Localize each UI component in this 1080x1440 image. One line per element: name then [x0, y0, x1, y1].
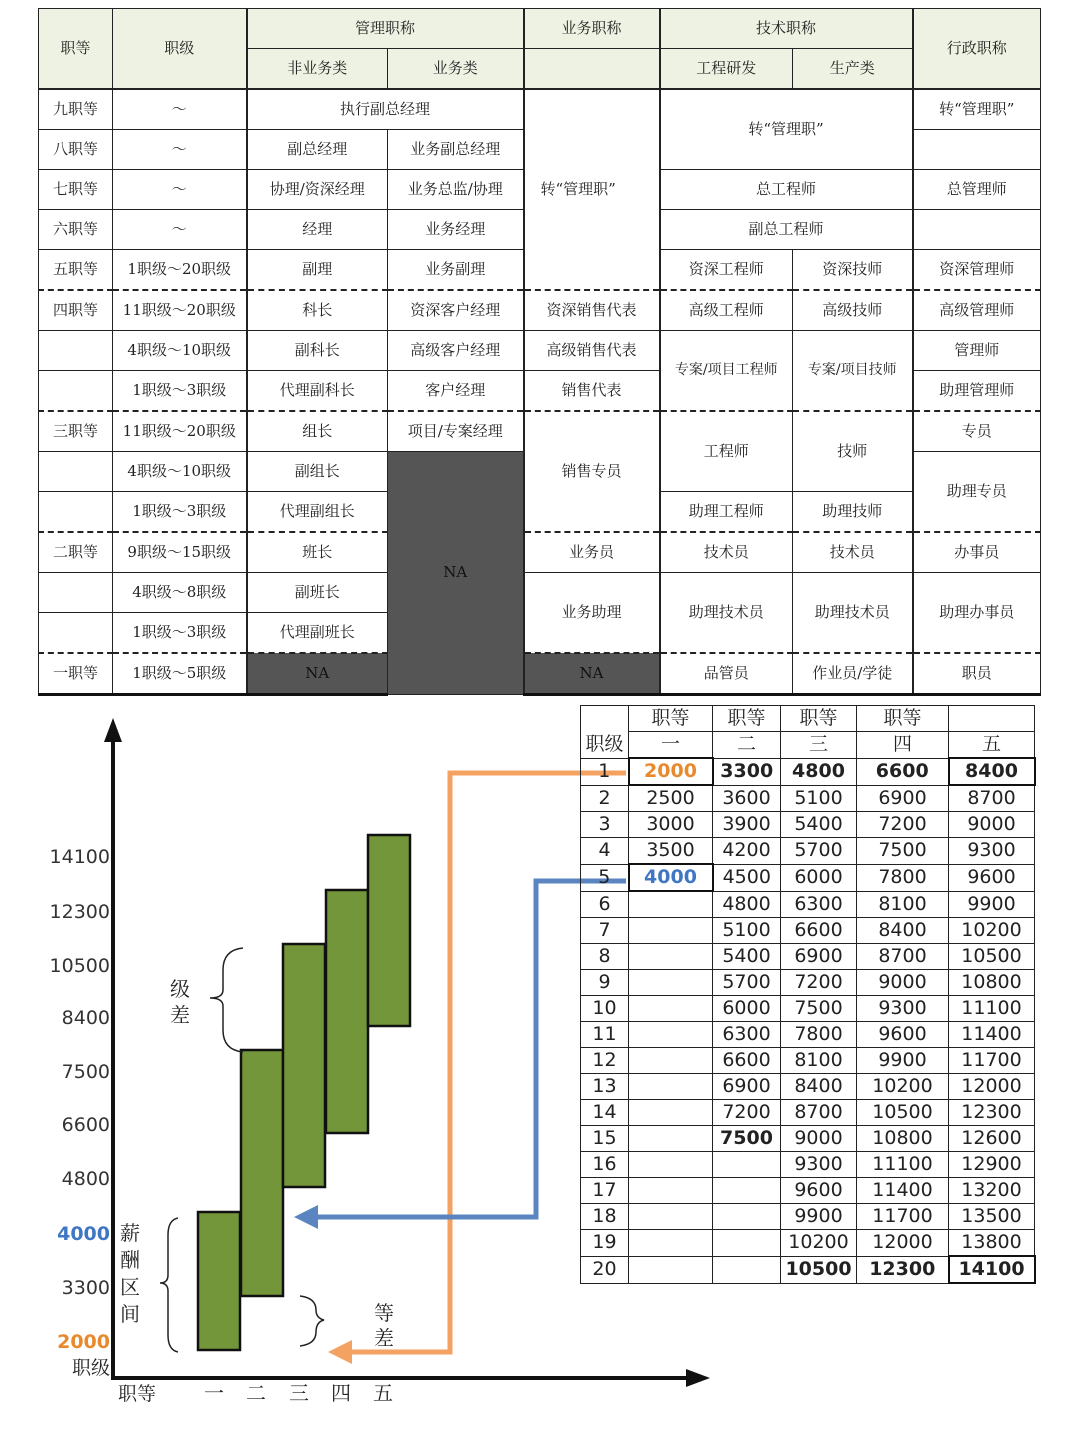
- grade-cell: 八职等: [39, 130, 113, 170]
- x-category-label: 一: [204, 1381, 224, 1405]
- grade-label: 一: [629, 732, 713, 759]
- salary-value-cell: 6300: [713, 1022, 781, 1048]
- salary-value-cell: 3000: [629, 812, 713, 838]
- salary-value-cell: 11100: [857, 1152, 949, 1178]
- salary-row: [581, 758, 1035, 785]
- grade-diff-label: 等: [374, 1301, 394, 1325]
- salary-value-cell: 10500: [857, 1100, 949, 1126]
- salary-value-cell: 9300: [949, 838, 1035, 865]
- salary-row: [581, 1100, 1035, 1126]
- level-cell: 1职级～3职级: [113, 492, 247, 533]
- title-cell: 项目/专案经理: [388, 411, 524, 452]
- title-cell: 助理技术员: [793, 573, 913, 654]
- salary-value-cell: 9600: [857, 1022, 949, 1048]
- title-cell: 助理专员: [913, 452, 1041, 533]
- salary-value-cell: 6900: [781, 944, 857, 970]
- salary-value-cell: 9000: [857, 970, 949, 996]
- title-cell: 班长: [247, 532, 388, 573]
- na-cell: NA: [524, 653, 660, 695]
- level-cell: 4职级～8职级: [113, 573, 247, 613]
- salary-value-cell: 4800: [713, 891, 781, 918]
- salary-level-cell: 19: [581, 1230, 629, 1257]
- salary-range-label: 薪: [120, 1221, 140, 1245]
- salary-level-cell: 20: [581, 1256, 629, 1283]
- salary-value-cell: [629, 1022, 713, 1048]
- salary-value-cell: 10500: [781, 1256, 857, 1283]
- title-cell: 总管理师: [913, 170, 1041, 210]
- salary-row: [581, 1152, 1035, 1178]
- job-rank-table: [38, 8, 1041, 696]
- title-cell: 转“管理职”: [660, 89, 913, 170]
- salary-value-cell: 5700: [713, 970, 781, 996]
- salary-value-cell: 6000: [713, 996, 781, 1022]
- title-cell: 专员: [913, 411, 1041, 452]
- grade-diff-brace: [300, 1296, 324, 1346]
- grade-label: 四: [857, 732, 949, 759]
- salary-value-cell: 13500: [949, 1204, 1035, 1230]
- title-cell: 资深工程师: [660, 250, 793, 291]
- y-tick-label: 8400: [61, 1007, 110, 1029]
- salary-value-cell: 6300: [781, 891, 857, 918]
- salary-range-bar: [368, 835, 410, 1026]
- grade-cell: 九职等: [39, 89, 113, 130]
- salary-level-cell: 5: [581, 864, 629, 891]
- salary-value-cell: 7500: [781, 996, 857, 1022]
- header-tech: 技术职称: [660, 9, 913, 49]
- title-cell: 管理师: [913, 331, 1041, 371]
- title-cell: 作业员/学徒: [793, 653, 913, 695]
- title-cell: [913, 210, 1041, 250]
- y-tick-label: 2000: [57, 1331, 110, 1353]
- salary-value-cell: 3500: [629, 838, 713, 865]
- salary-range-label: 酬: [120, 1248, 140, 1272]
- title-cell: 资深管理师: [913, 250, 1041, 291]
- grade-header: 职等: [781, 706, 857, 732]
- y-tick-label: 7500: [61, 1061, 110, 1083]
- title-cell: 副科长: [247, 331, 388, 371]
- y-tick-label: 3300: [61, 1277, 110, 1299]
- header-mgmt-business: 业务类: [388, 49, 524, 90]
- grade-cell: 三职等: [39, 411, 113, 452]
- title-cell: 副班长: [247, 573, 388, 613]
- salary-value-cell: 12900: [949, 1152, 1035, 1178]
- grade-cell: [39, 492, 113, 533]
- title-cell: 资深客户经理: [388, 290, 524, 331]
- title-cell: 业务经理: [388, 210, 524, 250]
- salary-row: [581, 918, 1035, 944]
- salary-value-cell: 11400: [857, 1178, 949, 1204]
- salary-value-cell: 7500: [713, 1126, 781, 1152]
- grade-header: [949, 706, 1035, 732]
- grade-cell: 一职等: [39, 653, 113, 695]
- salary-row: [581, 1126, 1035, 1152]
- salary-value-cell: 4200: [713, 838, 781, 865]
- title-cell: 助理办事员: [913, 573, 1041, 654]
- salary-value-cell: 8400: [857, 918, 949, 944]
- salary-row: [581, 812, 1035, 838]
- salary-value-cell: [713, 1256, 781, 1283]
- blue-arrowhead: [294, 1205, 318, 1229]
- salary-level-cell: 3: [581, 812, 629, 838]
- salary-value-cell: 12000: [857, 1230, 949, 1257]
- salary-value-cell: 8100: [781, 1048, 857, 1074]
- title-cell: 助理管理师: [913, 371, 1041, 412]
- salary-value-cell: [629, 1074, 713, 1100]
- header-grade: 职等: [39, 9, 113, 90]
- salary-value-cell: 3900: [713, 812, 781, 838]
- salary-value-cell: 5700: [781, 838, 857, 865]
- salary-value-cell: 6600: [781, 918, 857, 944]
- salary-row: [581, 838, 1035, 865]
- title-cell: 客户经理: [388, 371, 524, 412]
- title-cell: 业务总监/协理: [388, 170, 524, 210]
- salary-value-cell: 8400: [949, 758, 1035, 785]
- salary-level-cell: 16: [581, 1152, 629, 1178]
- title-cell: 执行副总经理: [247, 89, 524, 130]
- level-cell: 1职级～5职级: [113, 653, 247, 695]
- salary-value-cell: [629, 996, 713, 1022]
- salary-value-cell: 11400: [949, 1022, 1035, 1048]
- salary-level-cell: 13: [581, 1074, 629, 1100]
- y-tick-label: 14100: [49, 846, 110, 868]
- salary-value-cell: 7800: [857, 864, 949, 891]
- salary-value-cell: 6600: [713, 1048, 781, 1074]
- salary-value-cell: [713, 1152, 781, 1178]
- level-cell: 1职级～20职级: [113, 250, 247, 291]
- title-cell: 高级工程师: [660, 290, 793, 331]
- title-cell: 资深销售代表: [524, 290, 660, 331]
- salary-value-cell: 3600: [713, 785, 781, 812]
- salary-value-cell: 11700: [857, 1204, 949, 1230]
- level-cell: ～: [113, 170, 247, 210]
- salary-value-cell: 9600: [949, 864, 1035, 891]
- salary-value-cell: 4800: [781, 758, 857, 785]
- title-cell: 专案/项目工程师: [660, 331, 793, 412]
- salary-level-cell: 15: [581, 1126, 629, 1152]
- salary-value-cell: 14100: [949, 1256, 1035, 1283]
- grade-cell: [39, 613, 113, 654]
- title-cell: 代理副班长: [247, 613, 388, 654]
- level-cell: ～: [113, 130, 247, 170]
- salary-value-cell: 12000: [949, 1074, 1035, 1100]
- grade-label: 三: [781, 732, 857, 759]
- title-cell: 科长: [247, 290, 388, 331]
- level-cell: 4职级～10职级: [113, 452, 247, 492]
- salary-value-cell: 9000: [949, 812, 1035, 838]
- salary-value-cell: 2500: [629, 785, 713, 812]
- salary-value-cell: 7200: [781, 970, 857, 996]
- title-cell: 办事员: [913, 532, 1041, 573]
- title-cell: 销售专员: [524, 411, 660, 532]
- title-cell: 协理/资深经理: [247, 170, 388, 210]
- na-cell: NA: [388, 452, 524, 695]
- y-tick-label: 6600: [61, 1114, 110, 1136]
- grade-step-label: 级: [170, 977, 190, 1001]
- grade-label: 五: [949, 732, 1035, 759]
- salary-value-cell: [713, 1230, 781, 1257]
- salary-row: [581, 944, 1035, 970]
- title-cell: 代理副科长: [247, 371, 388, 412]
- salary-value-cell: 8400: [781, 1074, 857, 1100]
- grade-cell: 二职等: [39, 532, 113, 573]
- salary-value-cell: 7800: [781, 1022, 857, 1048]
- header-business: 业务职称: [524, 9, 660, 49]
- title-cell: 高级技师: [793, 290, 913, 331]
- salary-row: [581, 1204, 1035, 1230]
- title-cell: 经理: [247, 210, 388, 250]
- grade-header: 职等: [629, 706, 713, 732]
- salary-level-cell: 1: [581, 758, 629, 785]
- title-cell: 助理技师: [793, 492, 913, 533]
- salary-row: [581, 1074, 1035, 1100]
- salary-level-cell: 11: [581, 1022, 629, 1048]
- grade-diff-label: 差: [374, 1326, 394, 1350]
- title-cell: 业务员: [524, 532, 660, 573]
- salary-value-cell: 12300: [949, 1100, 1035, 1126]
- salary-range-bar: [283, 944, 325, 1187]
- grade-cell: [39, 452, 113, 492]
- header-tech-rd: 工程研发: [660, 49, 793, 90]
- salary-value-cell: [629, 1178, 713, 1204]
- salary-value-cell: [629, 970, 713, 996]
- title-cell: 专案/项目技师: [793, 331, 913, 412]
- salary-value-cell: 5100: [713, 918, 781, 944]
- salary-row: [581, 970, 1035, 996]
- title-cell: 工程师: [660, 411, 793, 492]
- level-cell: 4职级～10职级: [113, 331, 247, 371]
- salary-value-cell: 9900: [781, 1204, 857, 1230]
- title-cell: 销售代表: [524, 371, 660, 412]
- salary-value-cell: 10200: [857, 1074, 949, 1100]
- title-cell: 高级客户经理: [388, 331, 524, 371]
- header-business-sub: [524, 49, 660, 90]
- salary-level-cell: 4: [581, 838, 629, 865]
- salary-value-cell: [629, 918, 713, 944]
- title-cell: 转“管理职”: [524, 89, 660, 290]
- salary-value-cell: [629, 944, 713, 970]
- salary-value-cell: 4500: [713, 864, 781, 891]
- salary-table: [580, 705, 1036, 1284]
- level-cell: 1职级～3职级: [113, 613, 247, 654]
- title-cell: 助理技术员: [660, 573, 793, 654]
- salary-range-bar: [326, 890, 368, 1133]
- grade-cell: [39, 371, 113, 412]
- grade-cell: [39, 573, 113, 613]
- salary-value-cell: 9300: [857, 996, 949, 1022]
- y-tick-label: 12300: [49, 901, 110, 923]
- salary-row: [581, 1230, 1035, 1257]
- title-cell: 技师: [793, 411, 913, 492]
- title-cell: [913, 130, 1041, 170]
- title-cell: 转“管理职”: [913, 89, 1041, 130]
- salary-row: [581, 1022, 1035, 1048]
- salary-value-cell: 8700: [857, 944, 949, 970]
- x-axis-label: 职等: [118, 1383, 157, 1405]
- salary-value-cell: 6900: [713, 1074, 781, 1100]
- salary-value-cell: [629, 1256, 713, 1283]
- y-tick-label: 4000: [57, 1223, 110, 1245]
- level-cell: 9职级～15职级: [113, 532, 247, 573]
- title-cell: 品管员: [660, 653, 793, 695]
- salary-value-cell: 10200: [781, 1230, 857, 1257]
- salary-value-cell: 9600: [781, 1178, 857, 1204]
- salary-value-cell: 13200: [949, 1178, 1035, 1204]
- salary-value-cell: 6900: [857, 785, 949, 812]
- salary-value-cell: 5400: [713, 944, 781, 970]
- salary-value-cell: [629, 1204, 713, 1230]
- y-tick-label: 4800: [61, 1168, 110, 1190]
- header-tech-production: 生产类: [793, 49, 913, 90]
- salary-range-label: 区: [120, 1275, 140, 1299]
- x-axis-arrowhead: [686, 1369, 710, 1387]
- salary-level-cell: 9: [581, 970, 629, 996]
- header-level: 职级: [113, 9, 247, 90]
- salary-value-cell: 10500: [949, 944, 1035, 970]
- grade-cell: 五职等: [39, 250, 113, 291]
- salary-value-cell: 8700: [781, 1100, 857, 1126]
- title-cell: 业务助理: [524, 573, 660, 654]
- title-cell: 技术员: [660, 532, 793, 573]
- level-cell: ～: [113, 210, 247, 250]
- salary-range-label: 间: [120, 1302, 140, 1326]
- salary-value-cell: 3300: [713, 758, 781, 785]
- salary-value-cell: 5100: [781, 785, 857, 812]
- title-cell: 业务副总经理: [388, 130, 524, 170]
- salary-value-cell: 6000: [781, 864, 857, 891]
- level-cell: ～: [113, 89, 247, 130]
- salary-range-bar: [241, 1050, 283, 1296]
- salary-corner: [581, 706, 629, 732]
- grade-cell: [39, 331, 113, 371]
- salary-level-cell: 12: [581, 1048, 629, 1074]
- salary-value-cell: 10200: [949, 918, 1035, 944]
- title-cell: 职员: [913, 653, 1041, 695]
- salary-value-cell: 10800: [857, 1126, 949, 1152]
- salary-row: [581, 1256, 1035, 1283]
- salary-row: [581, 891, 1035, 918]
- x-category-label: 四: [331, 1381, 351, 1405]
- title-cell: 技术员: [793, 532, 913, 573]
- salary-value-cell: 9300: [781, 1152, 857, 1178]
- salary-row: [581, 864, 1035, 891]
- grade-header: 职等: [713, 706, 781, 732]
- salary-value-cell: 2000: [629, 758, 713, 785]
- salary-level-cell: 18: [581, 1204, 629, 1230]
- grade-step-brace: [210, 948, 243, 1052]
- salary-value-cell: 7200: [857, 812, 949, 838]
- salary-level-cell: 2: [581, 785, 629, 812]
- salary-value-cell: 7200: [713, 1100, 781, 1126]
- salary-value-cell: 12600: [949, 1126, 1035, 1152]
- salary-level-cell: 10: [581, 996, 629, 1022]
- salary-value-cell: 9900: [857, 1048, 949, 1074]
- title-cell: 助理工程师: [660, 492, 793, 533]
- y-tick-label: 10500: [49, 955, 110, 977]
- header-mgmt: 管理职称: [247, 9, 524, 49]
- title-cell: 组长: [247, 411, 388, 452]
- header-admin: 行政职称: [913, 9, 1041, 90]
- salary-value-cell: 11700: [949, 1048, 1035, 1074]
- title-cell: 副总经理: [247, 130, 388, 170]
- salary-value-cell: 11100: [949, 996, 1035, 1022]
- salary-level-cell: 7: [581, 918, 629, 944]
- title-cell: 高级销售代表: [524, 331, 660, 371]
- title-cell: 副理: [247, 250, 388, 291]
- salary-range-brace: [160, 1218, 178, 1352]
- orange-arrowhead: [328, 1340, 352, 1364]
- level-cell: 11职级～20职级: [113, 290, 247, 331]
- grade-cell: 六职等: [39, 210, 113, 250]
- salary-value-cell: [629, 891, 713, 918]
- salary-value-cell: 6600: [857, 758, 949, 785]
- y-axis-arrowhead: [104, 718, 122, 742]
- level-cell: 11职级～20职级: [113, 411, 247, 452]
- level-header: 职级: [581, 732, 629, 759]
- grade-cell: 四职等: [39, 290, 113, 331]
- salary-level-cell: 17: [581, 1178, 629, 1204]
- grade-header: 职等: [857, 706, 949, 732]
- grade-cell: 七职等: [39, 170, 113, 210]
- na-cell: NA: [247, 653, 388, 695]
- salary-value-cell: 13800: [949, 1230, 1035, 1257]
- salary-value-cell: 7500: [857, 838, 949, 865]
- salary-value-cell: 12300: [857, 1256, 949, 1283]
- salary-row: [581, 785, 1035, 812]
- salary-value-cell: [629, 1100, 713, 1126]
- salary-row: [581, 1048, 1035, 1074]
- salary-value-cell: [713, 1204, 781, 1230]
- header-mgmt-non-business: 非业务类: [247, 49, 388, 90]
- title-cell: 高级管理师: [913, 290, 1041, 331]
- title-cell: 资深技师: [793, 250, 913, 291]
- salary-value-cell: 10800: [949, 970, 1035, 996]
- level-cell: 1职级～3职级: [113, 371, 247, 412]
- salary-value-cell: 9900: [949, 891, 1035, 918]
- salary-value-cell: [629, 1152, 713, 1178]
- salary-value-cell: [713, 1178, 781, 1204]
- y-axis-label: 职级: [71, 1357, 110, 1379]
- title-cell: 副总工程师: [660, 210, 913, 250]
- title-cell: 副组长: [247, 452, 388, 492]
- salary-value-cell: 9000: [781, 1126, 857, 1152]
- x-category-label: 三: [289, 1381, 309, 1405]
- salary-value-cell: [629, 1048, 713, 1074]
- grade-label: 二: [713, 732, 781, 759]
- title-cell: 代理副组长: [247, 492, 388, 533]
- salary-value-cell: [629, 1230, 713, 1257]
- salary-row: [581, 1178, 1035, 1204]
- salary-range-bar: [198, 1212, 240, 1350]
- x-category-label: 五: [373, 1381, 393, 1405]
- x-category-label: 二: [246, 1381, 266, 1405]
- salary-table-body: [581, 758, 1035, 1283]
- salary-level-cell: 6: [581, 891, 629, 918]
- salary-value-cell: 8100: [857, 891, 949, 918]
- salary-level-cell: 14: [581, 1100, 629, 1126]
- salary-value-cell: 8700: [949, 785, 1035, 812]
- salary-value-cell: 4000: [629, 864, 713, 891]
- title-cell: 总工程师: [660, 170, 913, 210]
- salary-value-cell: 5400: [781, 812, 857, 838]
- grade-step-label: 差: [170, 1003, 190, 1027]
- salary-value-cell: [629, 1126, 713, 1152]
- title-cell: 业务副理: [388, 250, 524, 291]
- salary-row: [581, 996, 1035, 1022]
- salary-level-cell: 8: [581, 944, 629, 970]
